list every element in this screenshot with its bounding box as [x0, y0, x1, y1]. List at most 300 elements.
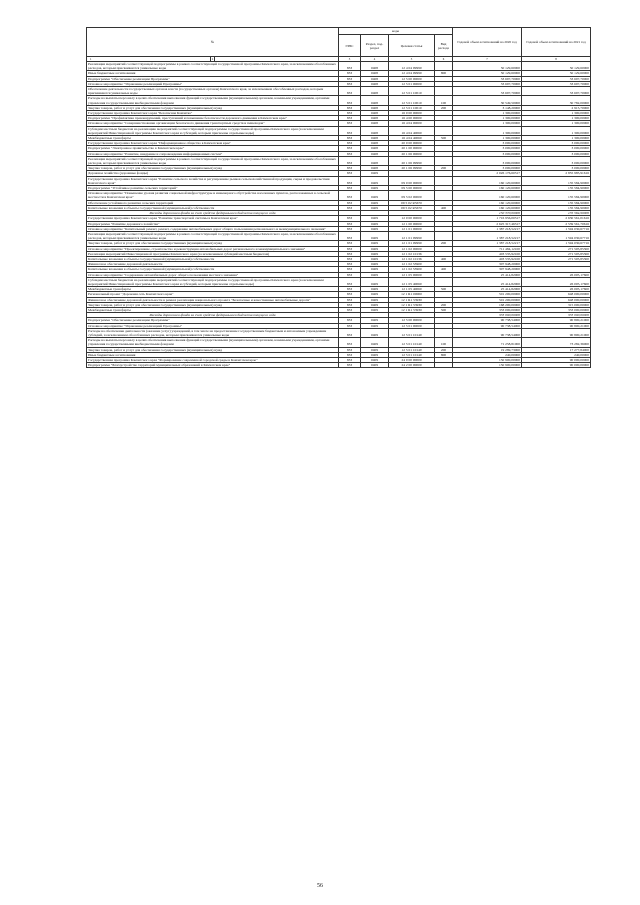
row-amount-2021: 26 005,17600 [522, 272, 591, 277]
row-grbs: 833 [339, 267, 361, 272]
row-amount-2021: 3 000,00000 [522, 166, 591, 171]
row-target-article: 16 0 00 00000 [389, 111, 435, 116]
row-target-article: 09 5 02 00000 [389, 191, 435, 200]
row-name: Основное мероприятие "Управление реализацией Программы" [87, 81, 339, 86]
row-grbs: 833 [339, 76, 361, 81]
row-razdel: 0408 [361, 81, 389, 86]
row-amount-2021: 135 584,90000 [522, 176, 591, 185]
row-grbs: 833 [339, 277, 361, 286]
row-grbs: 833 [339, 307, 361, 312]
row-amount-2020: 711 484,12100 [453, 246, 522, 251]
row-amount-2021: 1 300,00000 [522, 126, 591, 135]
row-target-article: 12 1 R1 53930 [389, 307, 435, 312]
row-grbs: 833 [339, 186, 361, 191]
row-target-article: 12 5 01 10010 [389, 96, 435, 105]
row-amount-2021: 333 000,00000 [522, 307, 591, 312]
row-grbs: 833 [339, 96, 361, 105]
row-target-article: 12 1 01 09990 [389, 231, 435, 240]
table-row [87, 277, 591, 286]
row-target-article: 12 5 00 00000 [389, 318, 435, 323]
row-name: Субсидии местным бюджетам на реализацию мероприятий соответствующей подпрограммы государственной программы Камчатского края (за исключением мероприятий Инвестиционной программы Камчатского края и субсидий, которым присвоены отдельные коды) [87, 277, 339, 286]
row-expense-type [435, 191, 453, 200]
row-grbs: 833 [339, 121, 361, 126]
row-grbs: 833 [339, 352, 361, 357]
row-grbs: 833 [339, 176, 361, 185]
row-razdel: 0408 [361, 76, 389, 81]
row-razdel: 0408 [361, 166, 389, 171]
row-name: Межбюджетные трансферты [87, 287, 339, 292]
row-amount-2021: 26 005,17600 [522, 277, 591, 286]
row-target-article: 12 4 04 09990 [389, 62, 435, 71]
row-razdel: 0409 [361, 292, 389, 297]
row-amount-2021: 50 129,60000 [522, 62, 591, 71]
row-name: Подпрограмма "Благоустройство территорий муниципальных образований в Камчатском крае" [87, 363, 339, 368]
row-target-article: 12 4 04 09990 [389, 71, 435, 76]
row-target-article: 12 1 02 53900 [389, 262, 435, 267]
row-amount-2020: 501 200,00000 [453, 292, 522, 297]
row-amount-2020: 150 370,00000 [453, 211, 522, 216]
row-razdel: 0408 [361, 151, 389, 156]
row-expense-type [435, 87, 453, 96]
row-expense-type: 100 [435, 96, 453, 105]
row-expense-type [435, 176, 453, 185]
row-grbs: 833 [339, 156, 361, 165]
row-razdel: 0408 [361, 126, 389, 135]
row-razdel: 0409 [361, 176, 389, 185]
row-razdel: 0408 [361, 146, 389, 151]
row-target-article: 12 1 01 09990 [389, 241, 435, 246]
row-razdel: 0409 [361, 216, 389, 221]
row-amount-2021: 1 300,00000 [522, 111, 591, 116]
row-grbs: 833 [339, 216, 361, 221]
row-amount-2020: 71 258,81000 [453, 338, 522, 347]
row-target-article: 12 1 01 00000 [389, 226, 435, 231]
row-amount-2020: 240,00000 [453, 352, 522, 357]
colnum-8: 8 [522, 57, 591, 62]
row-grbs: 833 [339, 87, 361, 96]
row-name: Закупка товаров, работ и услуг для обеспечения государственных (муниципальных) нужд [87, 166, 339, 171]
row-amount-2021: 648 000,00000 [522, 297, 591, 302]
row-target-article: 12 1 00 00000 [389, 221, 435, 226]
row-name: Подпрограмма "Обеспечение реализации Программы" [87, 76, 339, 81]
row-target-article: 20 1 06 09990 [389, 156, 435, 165]
row-target-article: 12 5 01 10140 [389, 352, 435, 357]
row-name: Капитальные вложения в объекты государственной (муниципальной) собственности [87, 205, 339, 210]
row-amount-2020: 307 948,20000 [453, 262, 522, 267]
row-amount-2021: 1 594 030,67716 [522, 231, 591, 240]
row-expense-type: 500 [435, 287, 453, 292]
table-row [87, 328, 591, 337]
row-target-article: 12 1 05 40060 [389, 287, 435, 292]
row-name: Государственная программа Камчатского края "Информационное общество в Камчатском крае" [87, 141, 339, 146]
row-razdel: 0408 [361, 121, 389, 126]
row-amount-2020: 90 738,54000 [453, 323, 522, 328]
row-name: Основное мероприятие "Развитие, внедрение и сопровождение информационных систем" [87, 151, 339, 156]
row-grbs: 833 [339, 363, 361, 368]
row-name: Государственная программа Камчатского края "Формирование современной городской среды в Камчатском крае" [87, 357, 339, 362]
row-name: Финансовое обеспечение дорожной деятельности в рамках реализации национального проекта "Безопасные и качественные автомобильные дороги" [87, 297, 339, 302]
row-razdel: 0408 [361, 156, 389, 165]
row-amount-2020: 160 120,60000 [453, 191, 522, 200]
row-name: Государственная программа Камчатского края "Развитие транспортной системы в Камчатском крае" [87, 216, 339, 221]
row-razdel: 0409 [361, 226, 389, 231]
row-amount-2020: 25 414,82000 [453, 277, 522, 286]
row-amount-2021: 2 915,70000 [522, 105, 591, 110]
row-target-article: 12 1 02 53900 [389, 267, 435, 272]
row-grbs: 833 [339, 111, 361, 116]
row-target-article: 20 1 00 00000 [389, 146, 435, 151]
table-row [87, 338, 591, 347]
colnum-6: 6 [435, 57, 453, 62]
table-row [87, 156, 591, 165]
row-expense-type: 400 [435, 205, 453, 210]
row-expense-type: 200 [435, 347, 453, 352]
row-razdel: 0409 [361, 363, 389, 368]
row-grbs: 833 [339, 116, 361, 121]
row-amount-2020: 33 697,70000 [453, 87, 522, 96]
row-razdel: 0409 [361, 297, 389, 302]
row-razdel: 0408 [361, 71, 389, 76]
table-row [87, 87, 591, 96]
row-target-article: 09 5 00 00000 [389, 186, 435, 191]
row-name: Основное мероприятие "Проектирование, строительство и реконструкция автомобильных дорог регионального и межмуниципального значения" [87, 246, 339, 251]
row-amount-2021: 30 782,00000 [522, 96, 591, 105]
row-target-article: 12 1 02 10136 [389, 251, 435, 256]
table-row [87, 96, 591, 105]
row-razdel: 0409 [361, 205, 389, 210]
row-grbs: 833 [339, 141, 361, 146]
row-name: Капитальные вложения в объекты государственной (муниципальной) собственности [87, 267, 339, 272]
row-name: Расходы дорожного фонда за счет средств федерального бюджета текущего года [87, 313, 339, 318]
row-grbs: 833 [339, 302, 361, 307]
row-name: Межбюджетные трансферты [87, 307, 339, 312]
row-name: Основное мероприятие "Капитальный ремонт, ремонт, содержание автомобильных дорог общего пользования регионального и межмуниципального значения" [87, 226, 339, 231]
row-amount-2021: 50 129,60000 [522, 71, 591, 76]
row-amount-2020: 3 000,00000 [453, 146, 522, 151]
row-amount-2021: 90 800,21000 [522, 328, 591, 337]
row-amount-2020: 501 200,00000 [453, 297, 522, 302]
row-amount-2020: 160 120,60000 [453, 186, 522, 191]
row-expense-type: 800 [435, 352, 453, 357]
row-amount-2020: 19 289,73000 [453, 347, 522, 352]
row-name: Межбюджетные трансферты [87, 136, 339, 141]
row-amount-2021: 1 300,00000 [522, 121, 591, 126]
row-grbs: 833 [339, 200, 361, 205]
row-amount-2020: 1 387 218,52217 [453, 241, 522, 246]
row-name: Основное мероприятие "Совершенствование организации безопасного движения транспортных средств и пешеходов" [87, 121, 339, 126]
row-name: Субсидии местным бюджетам на реализацию мероприятий соответствующей подпрограммы государственной программы Камчатского края (за исключением мероприятий Инвестиционной программы Камчатского края и субсидий, которым присвоены отдельные коды) [87, 126, 339, 135]
row-razdel: 0408 [361, 62, 389, 71]
row-grbs: 833 [339, 251, 361, 256]
row-amount-2020: 50 129,60000 [453, 62, 522, 71]
row-razdel: 0408 [361, 105, 389, 110]
row-expense-type: 400 [435, 256, 453, 261]
row-razdel: 0409 [361, 318, 389, 323]
header-expense-type: Вид расхода [435, 35, 453, 57]
row-target-article: 12 1 R1 00000 [389, 292, 435, 297]
row-razdel: 0409 [361, 221, 389, 226]
row-target-article: 12 5 01 00000 [389, 81, 435, 86]
row-target-article: 12 5 01 00000 [389, 323, 435, 328]
page-number: 56 [317, 883, 323, 889]
row-amount-2020: 333 000,00000 [453, 313, 522, 318]
row-amount-2020: 307 948,20000 [453, 267, 522, 272]
row-grbs: 833 [339, 171, 361, 176]
row-amount-2020: 25 414,82000 [453, 287, 522, 292]
row-expense-type: 100 [435, 338, 453, 347]
row-expense-type [435, 363, 453, 368]
row-grbs: 833 [339, 338, 361, 347]
row-target-article: 16 4 04 40060 [389, 126, 435, 135]
colnum-1-label: 1 [90, 57, 92, 61]
row-razdel: 0409 [361, 262, 389, 267]
row-name: Реализация мероприятий Инвестиционной программы Камчатского края (за исключением субсидий местным бюджетам) [87, 251, 339, 256]
row-razdel: 0408 [361, 96, 389, 105]
row-target-article: 12 1 05 00000 [389, 272, 435, 277]
row-target-article: 12 5 00 00000 [389, 76, 435, 81]
row-amount-2021: 1 300,00000 [522, 116, 591, 121]
row-amount-2021: 135 584,90000 [522, 211, 591, 216]
row-razdel: 0408 [361, 87, 389, 96]
row-grbs: 833 [339, 231, 361, 240]
table-row [87, 231, 591, 240]
row-amount-2021: 135 584,90000 [522, 186, 591, 191]
row-grbs: 833 [339, 318, 361, 323]
row-amount-2020: 403 535,92100 [453, 251, 522, 256]
row-name: Закупка товаров, работ и услуг для обеспечения государственных (муниципальных) нужд [87, 347, 339, 352]
row-amount-2020: 1 300,00000 [453, 136, 522, 141]
row-razdel: 0409 [361, 287, 389, 292]
row-amount-2020: 160 120,60000 [453, 176, 522, 185]
row-amount-2021: 2 539 561,70616 [522, 221, 591, 226]
header-codes: коды [339, 28, 453, 35]
header-number: № [87, 28, 339, 57]
row-amount-2020: 1 300,00000 [453, 126, 522, 135]
row-amount-2021: 2 630 561,01616 [522, 216, 591, 221]
row-amount-2021: 33 697,70000 [522, 81, 591, 86]
row-expense-type: 400 [435, 267, 453, 272]
row-grbs: 833 [339, 287, 361, 292]
row-name: Реализация мероприятий соответствующей подпрограммы в рамках соответствующей государственной программы Камчатского края, за исключением обособленных расходов, которым присваиваются уникальные коды [87, 231, 339, 240]
row-razdel: 0409 [361, 328, 389, 337]
header-amount-2021: Годовой объем ассигнований на 2021 год [522, 28, 591, 57]
row-grbs: 833 [339, 323, 361, 328]
row-target-article: 16 4 00 00000 [389, 116, 435, 121]
row-expense-type: 200 [435, 241, 453, 246]
row-expense-type [435, 126, 453, 135]
row-razdel: 0409 [361, 352, 389, 357]
row-razdel: 0409 [361, 267, 389, 272]
row-grbs: 833 [339, 81, 361, 86]
row-target-article: 12 5 01 10010 [389, 105, 435, 110]
row-target-article: 12 1 05 40060 [389, 277, 435, 286]
row-amount-2021: 1 594 030,67716 [522, 226, 591, 231]
row-amount-2021: 1 594 030,67716 [522, 241, 591, 246]
row-amount-2021: 135 584,90000 [522, 200, 591, 205]
row-expense-type: 200 [435, 166, 453, 171]
row-amount-2020: 30 549,50000 [453, 96, 522, 105]
row-name: Расходы на обеспечение деятельности (оказание услуг) учреждений, в том числе на предоставление государственным бюджетным и автономным учреждениям субсидий, за исключением обособленных расходов, которым присваиваются уникальные коды [87, 328, 339, 337]
row-name: Закупка товаров, работ и услуг для обеспечения государственных (муниципальных) нужд [87, 105, 339, 110]
row-name: Финансовое обеспечение дорожной деятельности [87, 262, 339, 267]
row-expense-type [435, 328, 453, 337]
row-amount-2020: 90 738,54000 [453, 318, 522, 323]
row-amount-2021: 3 000,00000 [522, 151, 591, 156]
row-amount-2020: 50 129,60000 [453, 71, 522, 76]
row-expense-type: 200 [435, 105, 453, 110]
row-grbs: 833 [339, 262, 361, 267]
row-name: Подпрограмма "Профилактика правонарушений, преступлений и повышение безопасности дорожного движения в Камчатском крае" [87, 116, 339, 121]
row-name: Закупка товаров, работ и услуг для обеспечения государственных (муниципальных) нужд [87, 241, 339, 246]
row-amount-2020: 1 387 218,52217 [453, 231, 522, 240]
row-name: Подпрограмма "Электронное правительство в Камчатском крае" [87, 146, 339, 151]
row-amount-2020: 160 120,60000 [453, 200, 522, 205]
row-amount-2020: 3 000,00000 [453, 141, 522, 146]
row-grbs: 833 [339, 71, 361, 76]
row-grbs: 833 [339, 151, 361, 156]
row-razdel: 0409 [361, 277, 389, 286]
row-expense-type: 500 [435, 136, 453, 141]
row-amount-2020: 3 000,00000 [453, 166, 522, 171]
row-razdel: 0408 [361, 141, 389, 146]
table-row [87, 62, 591, 71]
row-grbs: 833 [339, 105, 361, 110]
row-name: Основное мероприятие "Повышение уровня развития социальной инфраструктуры и инженерного обустройства населенных пунктов, расположенных в сельской местности в Камчатском крае" [87, 191, 339, 200]
row-name: Реализация мероприятий соответствующей подпрограммы в рамках соответствующей государственной программы Камчатского края, за исключением обособленных расходов, которым присваиваются уникальные коды [87, 62, 339, 71]
row-amount-2021: 3 000,00000 [522, 146, 591, 151]
row-name: Иные бюджетные ассигнования [87, 352, 339, 357]
row-amount-2021: 315 000,00000 [522, 302, 591, 307]
row-razdel: 0409 [361, 272, 389, 277]
row-name: Государственная программа Камчатского края "Развитие сельского хозяйства и регулирование рынков сельскохозяйственной продукции, сырья и продовольствия Камчатского края" [87, 176, 339, 185]
row-razdel: 0409 [361, 246, 389, 251]
row-grbs: 833 [339, 205, 361, 210]
row-grbs: 833 [339, 166, 361, 171]
row-expense-type: 500 [435, 307, 453, 312]
row-razdel: 0409 [361, 357, 389, 362]
row-target-article: 12 1 R1 53930 [389, 302, 435, 307]
row-amount-2020: 1 300,00000 [453, 116, 522, 121]
row-name: Расходы дорожного фонда за счет средств федерального бюджета текущего года [87, 211, 339, 216]
row-expense-type: 800 [435, 71, 453, 76]
row-grbs: 833 [339, 328, 361, 337]
row-amount-2020: 25 414,82000 [453, 272, 522, 277]
row-name: Региональный проект "Дорожная сеть Камчатского края" [87, 292, 339, 297]
header-amount-2020: Годовой объем ассигнований на 2020 год [453, 28, 522, 57]
row-name: Обеспечение деятельности государственных органов власти (государственных органов) Камчатского края, за исключением обособленных расходов, которым присваиваются уникальные коды [87, 87, 339, 96]
row-name: Закупка товаров, работ и услуг для обеспечения государственных (муниципальных) нужд [87, 302, 339, 307]
row-target-article: 12 5 01 10140 [389, 347, 435, 352]
row-amount-2021: 33 697,70000 [522, 76, 591, 81]
row-razdel: 0409 [361, 186, 389, 191]
row-name: Основное мероприятие "Содержание автомобильных дорог общего пользования местного значения" [87, 272, 339, 277]
row-grbs: 833 [339, 347, 361, 352]
row-target-article: 12 5 01 10140 [389, 338, 435, 347]
colnum-1 [87, 57, 339, 62]
row-amount-2021: 333 000,00000 [522, 313, 591, 318]
row-grbs: 833 [339, 191, 361, 200]
row-razdel: 0409 [361, 338, 389, 347]
row-amount-2021: 3 000,00000 [522, 141, 591, 146]
row-grbs: 833 [339, 126, 361, 135]
row-razdel: 0409 [361, 307, 389, 312]
row-grbs: 833 [339, 241, 361, 246]
row-target-article: 12 0 00 00000 [389, 216, 435, 221]
colnum-7: 7 [453, 57, 522, 62]
colnum-4: 4 [361, 57, 389, 62]
row-grbs: 833 [339, 221, 361, 226]
table-row [87, 176, 591, 185]
row-amount-2020: 1 300,00000 [453, 121, 522, 126]
row-expense-type [435, 62, 453, 71]
row-target-article: 16 4 04 40060 [389, 136, 435, 141]
row-razdel: 0409 [361, 347, 389, 352]
row-amount-2021: 2 855 985,91616 [522, 171, 591, 176]
row-amount-2020: 33 697,70000 [453, 81, 522, 86]
row-amount-2020: 168 200,00000 [453, 302, 522, 307]
row-target-article: 12 1 02 10136 [389, 256, 435, 261]
row-amount-2020: 3 000,00000 [453, 151, 522, 156]
row-target-article: 20 1 06 00000 [389, 151, 435, 156]
row-razdel: 0409 [361, 241, 389, 246]
row-name: Реализация мероприятий соответствующей подпрограммы в рамках соответствующей государственной программы Камчатского края, за исключением обособленных расходов, которым присваиваются уникальные коды [87, 156, 339, 165]
row-target-article: 24 2 00 00000 [389, 363, 435, 368]
row-grbs: 833 [339, 146, 361, 151]
row-grbs: 833 [339, 246, 361, 251]
row-amount-2020: 3 000,00000 [453, 156, 522, 165]
row-razdel: 0409 [361, 323, 389, 328]
row-name: Государственная программа Камчатского края "Безопасная Камчатка" [87, 111, 339, 116]
row-target-article: 16 4 04 00000 [389, 121, 435, 126]
row-target-article: 20 0 00 00000 [389, 141, 435, 146]
row-amount-2020: 1 300,00000 [453, 111, 522, 116]
header-grbs: ГРБС [339, 35, 361, 57]
row-grbs: 833 [339, 357, 361, 362]
row-expense-type [435, 231, 453, 240]
row-amount-2021: 90 800,21000 [522, 323, 591, 328]
row-amount-2021: 17 277,84000 [522, 347, 591, 352]
row-name: Основное мероприятие "Управление реализацией Программы" [87, 323, 339, 328]
budget-table [86, 27, 591, 368]
row-razdel: 0408 [361, 116, 389, 121]
header-razdel: Раздел, под-раздел [361, 35, 389, 57]
row-amount-2021: 90 000,00000 [522, 363, 591, 368]
row-name: Расходы на выплаты персоналу в целях обеспечения выполнения функций государственными (муниципальными) органами, казенными учреждениями, органами управления государственными внебюджетными фондами [87, 96, 339, 105]
row-target-article: 09 5 02 R5670 [389, 200, 435, 205]
row-name: Иные бюджетные ассигнования [87, 71, 339, 76]
row-amount-2020: 90 738,54000 [453, 328, 522, 337]
row-amount-2020: 150 900,00000 [453, 357, 522, 362]
row-grbs: 833 [339, 272, 361, 277]
row-amount-2020: 150 900,00000 [453, 363, 522, 368]
row-razdel: 0409 [361, 251, 389, 256]
row-expense-type [435, 156, 453, 165]
row-target-article: 24 0 00 00000 [389, 357, 435, 362]
row-name: Дорожное хозяйство (дорожные фонды) [87, 171, 339, 176]
row-amount-2021: 135 584,90000 [522, 191, 591, 200]
row-amount-2021: 135 584,90000 [522, 205, 591, 210]
row-amount-2020: 333 000,00000 [453, 307, 522, 312]
row-razdel: 0409 [361, 231, 389, 240]
row-amount-2020: 1 716 956,00317 [453, 216, 522, 221]
row-amount-2021: 271 505,85300 [522, 246, 591, 251]
row-target-article: 09 5 02 R5670 [389, 205, 435, 210]
row-target-article: 12 5 01 10140 [389, 328, 435, 337]
row-grbs: 833 [339, 297, 361, 302]
row-target-article: 20 1 06 09990 [389, 166, 435, 171]
row-razdel: 0409 [361, 171, 389, 176]
header-target-article: Целевая статья [389, 35, 435, 57]
